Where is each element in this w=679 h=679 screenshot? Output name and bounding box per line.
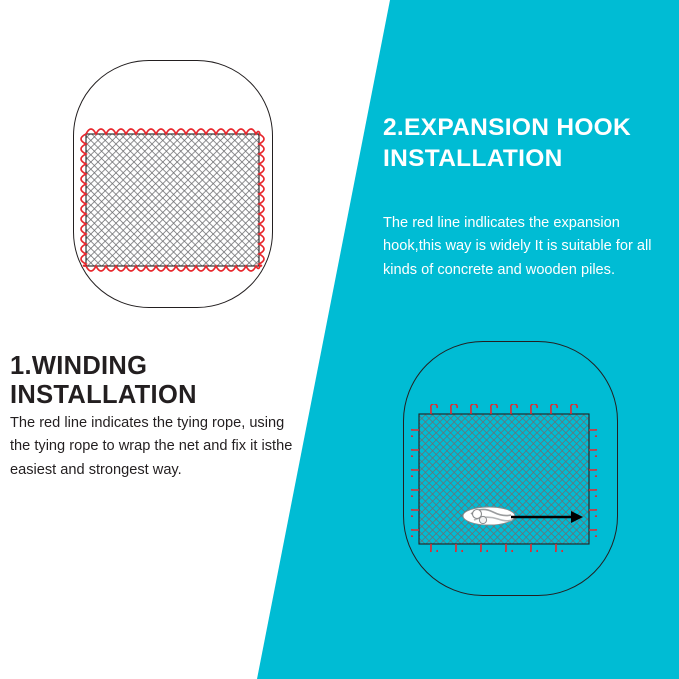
step-2-body: The red line indlicates the expansion hook,this way is widely It is suitable for all kinds of concrete and wooden piles. bbox=[383, 214, 652, 278]
step-2-title: 2.EXPANSION HOOK INSTALLATION bbox=[383, 114, 632, 173]
step-1-body: The red line indicates the tying rope, using the tying rope to wrap the net and fix it isthe easiest and strongest way. bbox=[10, 414, 293, 478]
step-1-title: 1.WINDING INSTALLATION bbox=[10, 352, 197, 410]
mesh-fill bbox=[86, 134, 259, 266]
net-illustration-expansion-hook bbox=[411, 404, 597, 552]
expansion-hook-hardware bbox=[463, 507, 515, 525]
net-diagram-expansion-hook bbox=[411, 404, 597, 552]
net-illustration-winding bbox=[80, 126, 265, 274]
net-diagram-winding bbox=[80, 126, 265, 274]
mesh-fill bbox=[419, 414, 589, 544]
